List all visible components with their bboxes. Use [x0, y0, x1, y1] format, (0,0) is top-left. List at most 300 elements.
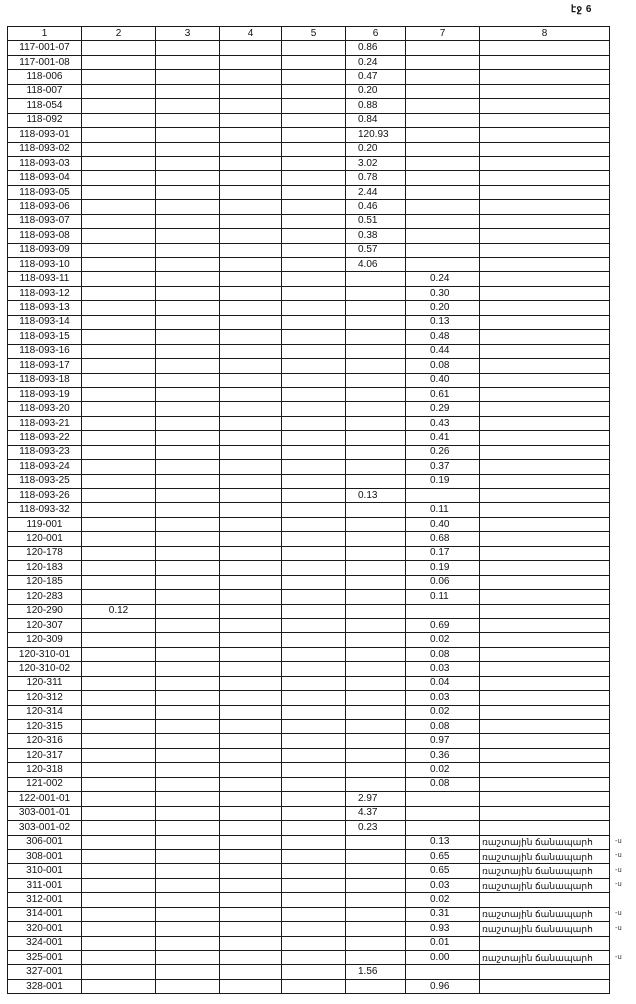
col2-cell	[82, 128, 156, 142]
col6-cell	[346, 301, 406, 315]
col7-cell	[406, 128, 480, 142]
col4-cell	[220, 286, 282, 300]
col2-cell	[82, 359, 156, 373]
col4-cell	[220, 849, 282, 863]
parcel-code-cell: 120-310-02	[8, 662, 82, 676]
col8-cell	[480, 821, 610, 835]
col4-cell	[220, 272, 282, 286]
note-suffix: -ս	[615, 881, 622, 889]
col4-cell	[220, 777, 282, 791]
col2-cell	[82, 387, 156, 401]
parcel-code-cell: 118-093-13	[8, 301, 82, 315]
col4-cell	[220, 402, 282, 416]
col6-cell	[346, 575, 406, 589]
col4-cell	[220, 575, 282, 589]
table-row	[8, 128, 610, 142]
note-suffix: -ս	[615, 924, 622, 932]
table-row	[8, 359, 610, 373]
col4-cell	[220, 84, 282, 98]
col5-cell	[282, 258, 346, 272]
col2-cell	[82, 272, 156, 286]
col8-cell	[480, 979, 610, 993]
col2-cell	[82, 705, 156, 719]
col4-cell	[220, 41, 282, 55]
parcel-code-cell: 118-093-23	[8, 445, 82, 459]
col6-cell	[346, 344, 406, 358]
col7-cell: 0.40	[406, 517, 480, 531]
parcel-code-cell: 118-093-18	[8, 373, 82, 387]
parcel-code-cell: 118-093-16	[8, 344, 82, 358]
col7-cell	[406, 792, 480, 806]
col5-cell	[282, 214, 346, 228]
col2-cell	[82, 532, 156, 546]
col4-cell	[220, 922, 282, 936]
col7-cell	[406, 84, 480, 98]
parcel-code-cell: 306-001	[8, 835, 82, 849]
table-row	[8, 474, 610, 488]
col5-cell	[282, 128, 346, 142]
table-row	[8, 142, 610, 156]
col3-cell	[156, 546, 220, 560]
col5-cell	[282, 691, 346, 705]
note-suffix: -ս	[615, 953, 622, 961]
col7-cell: 0.08	[406, 720, 480, 734]
col7-cell: 0.97	[406, 734, 480, 748]
table-row	[8, 416, 610, 430]
col5-cell	[282, 763, 346, 777]
col5-cell	[282, 734, 346, 748]
col4-cell	[220, 258, 282, 272]
col2-cell	[82, 979, 156, 993]
col7-cell	[406, 70, 480, 84]
col6-cell	[346, 604, 406, 618]
col3-cell	[156, 185, 220, 199]
col3-cell	[156, 373, 220, 387]
col5-cell	[282, 474, 346, 488]
col3-cell	[156, 517, 220, 531]
col7-cell	[406, 243, 480, 257]
col6-cell	[346, 373, 406, 387]
col3-cell	[156, 402, 220, 416]
col3-cell	[156, 951, 220, 965]
col4-cell	[220, 301, 282, 315]
col3-cell	[156, 460, 220, 474]
col5-cell	[282, 922, 346, 936]
col8-cell	[480, 41, 610, 55]
table-row	[8, 893, 610, 907]
parcel-code-cell: 118-007	[8, 84, 82, 98]
col4-cell	[220, 344, 282, 358]
parcel-code-cell: 120-309	[8, 633, 82, 647]
table-row	[8, 590, 610, 604]
col4-cell	[220, 618, 282, 632]
col3-cell	[156, 849, 220, 863]
col5-cell	[282, 647, 346, 661]
col7-cell: 0.11	[406, 590, 480, 604]
col3-cell	[156, 633, 220, 647]
column-header: 3	[156, 27, 220, 41]
parcel-code-cell: 312-001	[8, 893, 82, 907]
table-row	[8, 647, 610, 661]
parcel-code-cell: 120-183	[8, 561, 82, 575]
col8-cell: ռաշտային ճանապարհ	[480, 849, 610, 863]
table-row	[8, 748, 610, 762]
parcel-code-cell: 325-001	[8, 951, 82, 965]
table-row	[8, 618, 610, 632]
col5-cell	[282, 590, 346, 604]
col2-cell	[82, 70, 156, 84]
col3-cell	[156, 691, 220, 705]
col7-cell: 0.24	[406, 272, 480, 286]
col2-cell	[82, 113, 156, 127]
col3-cell	[156, 416, 220, 430]
col8-cell	[480, 662, 610, 676]
col8-cell	[480, 806, 610, 820]
col7-cell: 0.03	[406, 878, 480, 892]
parcel-code-cell: 311-001	[8, 878, 82, 892]
col8-cell	[480, 460, 610, 474]
col6-cell	[346, 532, 406, 546]
col8-cell	[480, 474, 610, 488]
col3-cell	[156, 806, 220, 820]
col4-cell	[220, 315, 282, 329]
col4-cell	[220, 676, 282, 690]
table-row	[8, 720, 610, 734]
col7-cell	[406, 489, 480, 503]
col8-cell	[480, 243, 610, 257]
col8-cell	[480, 402, 610, 416]
land-parcel-table	[7, 26, 610, 994]
col7-cell	[406, 41, 480, 55]
col5-cell	[282, 243, 346, 257]
col8-cell	[480, 503, 610, 517]
col8-cell	[480, 286, 610, 300]
col5-cell	[282, 99, 346, 113]
col7-cell: 0.93	[406, 922, 480, 936]
parcel-code-cell: 117-001-08	[8, 55, 82, 69]
col8-cell	[480, 546, 610, 560]
col2-cell	[82, 590, 156, 604]
col5-cell	[282, 344, 346, 358]
table-row	[8, 286, 610, 300]
parcel-code-cell: 118-093-11	[8, 272, 82, 286]
col8-cell	[480, 113, 610, 127]
parcel-code-cell: 120-307	[8, 618, 82, 632]
parcel-code-cell: 120-283	[8, 590, 82, 604]
col8-cell	[480, 792, 610, 806]
col3-cell	[156, 893, 220, 907]
col8-cell	[480, 604, 610, 618]
table-row	[8, 792, 610, 806]
col7-cell	[406, 171, 480, 185]
col8-cell	[480, 691, 610, 705]
col6-cell	[346, 849, 406, 863]
table-row	[8, 777, 610, 791]
col7-cell: 0.08	[406, 359, 480, 373]
col7-cell: 0.29	[406, 402, 480, 416]
col4-cell	[220, 835, 282, 849]
col6-cell	[346, 922, 406, 936]
col8-cell	[480, 214, 610, 228]
col2-cell	[82, 864, 156, 878]
col3-cell	[156, 200, 220, 214]
col7-cell: 0.44	[406, 344, 480, 358]
col3-cell	[156, 113, 220, 127]
col4-cell	[220, 604, 282, 618]
col7-cell: 0.00	[406, 951, 480, 965]
col6-cell	[346, 720, 406, 734]
col3-cell	[156, 676, 220, 690]
table-row	[8, 156, 610, 170]
col3-cell	[156, 662, 220, 676]
col7-cell: 0.02	[406, 633, 480, 647]
col3-cell	[156, 936, 220, 950]
col7-cell: 0.02	[406, 893, 480, 907]
col4-cell	[220, 229, 282, 243]
col3-cell	[156, 647, 220, 661]
col7-cell: 0.11	[406, 503, 480, 517]
col3-cell	[156, 864, 220, 878]
col5-cell	[282, 315, 346, 329]
parcel-code-cell: 118-093-15	[8, 330, 82, 344]
table-row	[8, 734, 610, 748]
col7-cell: 0.65	[406, 849, 480, 863]
col4-cell	[220, 633, 282, 647]
col6-cell	[346, 777, 406, 791]
col7-cell	[406, 965, 480, 979]
col5-cell	[282, 359, 346, 373]
col6-cell	[346, 359, 406, 373]
page-number-label: էջ 6	[570, 4, 592, 15]
col2-cell	[82, 720, 156, 734]
col8-cell	[480, 431, 610, 445]
col5-cell	[282, 965, 346, 979]
col5-cell	[282, 431, 346, 445]
col4-cell	[220, 171, 282, 185]
table-row	[8, 546, 610, 560]
column-header: 6	[346, 27, 406, 41]
col4-cell	[220, 864, 282, 878]
col4-cell	[220, 416, 282, 430]
col2-cell	[82, 373, 156, 387]
col8-cell	[480, 936, 610, 950]
col5-cell	[282, 460, 346, 474]
parcel-code-cell: 120-317	[8, 748, 82, 762]
col5-cell	[282, 720, 346, 734]
col4-cell	[220, 691, 282, 705]
col8-cell	[480, 84, 610, 98]
col6-cell: 0.46	[346, 200, 406, 214]
parcel-code-cell: 118-093-32	[8, 503, 82, 517]
parcel-code-cell: 308-001	[8, 849, 82, 863]
parcel-code-cell: 118-093-17	[8, 359, 82, 373]
col5-cell	[282, 41, 346, 55]
col8-cell	[480, 344, 610, 358]
col4-cell	[220, 128, 282, 142]
note-suffix: -ս	[615, 866, 622, 874]
col5-cell	[282, 633, 346, 647]
parcel-code-cell: 120-185	[8, 575, 82, 589]
col4-cell	[220, 460, 282, 474]
col5-cell	[282, 893, 346, 907]
col2-cell	[82, 849, 156, 863]
col7-cell	[406, 113, 480, 127]
col3-cell	[156, 734, 220, 748]
table-row	[8, 965, 610, 979]
col4-cell	[220, 792, 282, 806]
col5-cell	[282, 70, 346, 84]
col7-cell: 0.26	[406, 445, 480, 459]
parcel-code-cell: 120-318	[8, 763, 82, 777]
col6-cell	[346, 748, 406, 762]
col8-cell	[480, 373, 610, 387]
col3-cell	[156, 532, 220, 546]
col2-cell	[82, 200, 156, 214]
parcel-code-cell: 120-310-01	[8, 647, 82, 661]
col6-cell	[346, 734, 406, 748]
col8-cell	[480, 200, 610, 214]
table-row	[8, 633, 610, 647]
col4-cell	[220, 590, 282, 604]
col4-cell	[220, 763, 282, 777]
col6-cell: 0.84	[346, 113, 406, 127]
col2-cell	[82, 55, 156, 69]
note-suffix: -ս	[615, 910, 622, 918]
col7-cell: 0.13	[406, 835, 480, 849]
parcel-code-cell: 118-093-03	[8, 156, 82, 170]
col6-cell: 4.37	[346, 806, 406, 820]
parcel-code-cell: 122-001-01	[8, 792, 82, 806]
parcel-code-cell: 118-093-09	[8, 243, 82, 257]
col3-cell	[156, 387, 220, 401]
col5-cell	[282, 849, 346, 863]
col8-cell	[480, 575, 610, 589]
col3-cell	[156, 84, 220, 98]
col4-cell	[220, 720, 282, 734]
col4-cell	[220, 387, 282, 401]
col8-cell	[480, 748, 610, 762]
col2-cell	[82, 907, 156, 921]
col8-cell: ռաշտային ճանապարհ	[480, 835, 610, 849]
column-header: 2	[82, 27, 156, 41]
col4-cell	[220, 142, 282, 156]
col2-cell	[82, 517, 156, 531]
col7-cell	[406, 142, 480, 156]
col6-cell	[346, 387, 406, 401]
col7-cell: 0.08	[406, 647, 480, 661]
parcel-code-cell: 118-054	[8, 99, 82, 113]
col7-cell: 0.08	[406, 777, 480, 791]
col7-cell	[406, 214, 480, 228]
col2-cell	[82, 691, 156, 705]
col8-cell	[480, 185, 610, 199]
table-row	[8, 979, 610, 993]
col8-cell	[480, 561, 610, 575]
col7-cell: 0.20	[406, 301, 480, 315]
column-header: 4	[220, 27, 282, 41]
col5-cell	[282, 604, 346, 618]
col2-cell	[82, 416, 156, 430]
col8-cell: ռաշտային ճանապարհ	[480, 907, 610, 921]
col3-cell	[156, 431, 220, 445]
col7-cell	[406, 200, 480, 214]
col8-cell	[480, 489, 610, 503]
parcel-code-cell: 120-001	[8, 532, 82, 546]
table-row	[8, 258, 610, 272]
col5-cell	[282, 301, 346, 315]
col6-cell	[346, 460, 406, 474]
col8-cell	[480, 142, 610, 156]
table-row	[8, 387, 610, 401]
col5-cell	[282, 662, 346, 676]
col8-cell	[480, 387, 610, 401]
parcel-code-cell: 120-315	[8, 720, 82, 734]
col6-cell	[346, 633, 406, 647]
col8-cell	[480, 416, 610, 430]
col2-cell	[82, 965, 156, 979]
col7-cell: 0.04	[406, 676, 480, 690]
col2-cell	[82, 777, 156, 791]
col2-cell	[82, 676, 156, 690]
col5-cell	[282, 373, 346, 387]
col3-cell	[156, 489, 220, 503]
col3-cell	[156, 258, 220, 272]
col3-cell	[156, 330, 220, 344]
col3-cell	[156, 359, 220, 373]
col3-cell	[156, 748, 220, 762]
col4-cell	[220, 474, 282, 488]
col2-cell	[82, 561, 156, 575]
col2-cell	[82, 474, 156, 488]
col3-cell	[156, 214, 220, 228]
col6-cell	[346, 835, 406, 849]
col6-cell	[346, 546, 406, 560]
col5-cell	[282, 532, 346, 546]
col3-cell	[156, 618, 220, 632]
parcel-code-cell: 118-093-22	[8, 431, 82, 445]
col5-cell	[282, 951, 346, 965]
col8-cell: ռաշտային ճանապարհ	[480, 864, 610, 878]
col2-cell	[82, 893, 156, 907]
col5-cell	[282, 546, 346, 560]
parcel-code-cell: 118-093-24	[8, 460, 82, 474]
table-row	[8, 489, 610, 503]
col5-cell	[282, 402, 346, 416]
parcel-code-cell: 118-093-07	[8, 214, 82, 228]
col8-cell	[480, 763, 610, 777]
table-row	[8, 55, 610, 69]
col2-cell	[82, 330, 156, 344]
col4-cell	[220, 806, 282, 820]
col6-cell: 4.06	[346, 258, 406, 272]
col3-cell	[156, 315, 220, 329]
col7-cell: 0.41	[406, 431, 480, 445]
parcel-code-cell: 120-290	[8, 604, 82, 618]
parcel-code-cell: 120-178	[8, 546, 82, 560]
col8-cell	[480, 734, 610, 748]
col8-cell	[480, 272, 610, 286]
col2-cell	[82, 229, 156, 243]
col7-cell	[406, 185, 480, 199]
parcel-code-cell: 327-001	[8, 965, 82, 979]
col4-cell	[220, 979, 282, 993]
table-row	[8, 41, 610, 55]
col2-cell	[82, 734, 156, 748]
col6-cell: 120.93	[346, 128, 406, 142]
col8-cell	[480, 99, 610, 113]
col7-cell: 0.03	[406, 691, 480, 705]
col8-cell	[480, 55, 610, 69]
